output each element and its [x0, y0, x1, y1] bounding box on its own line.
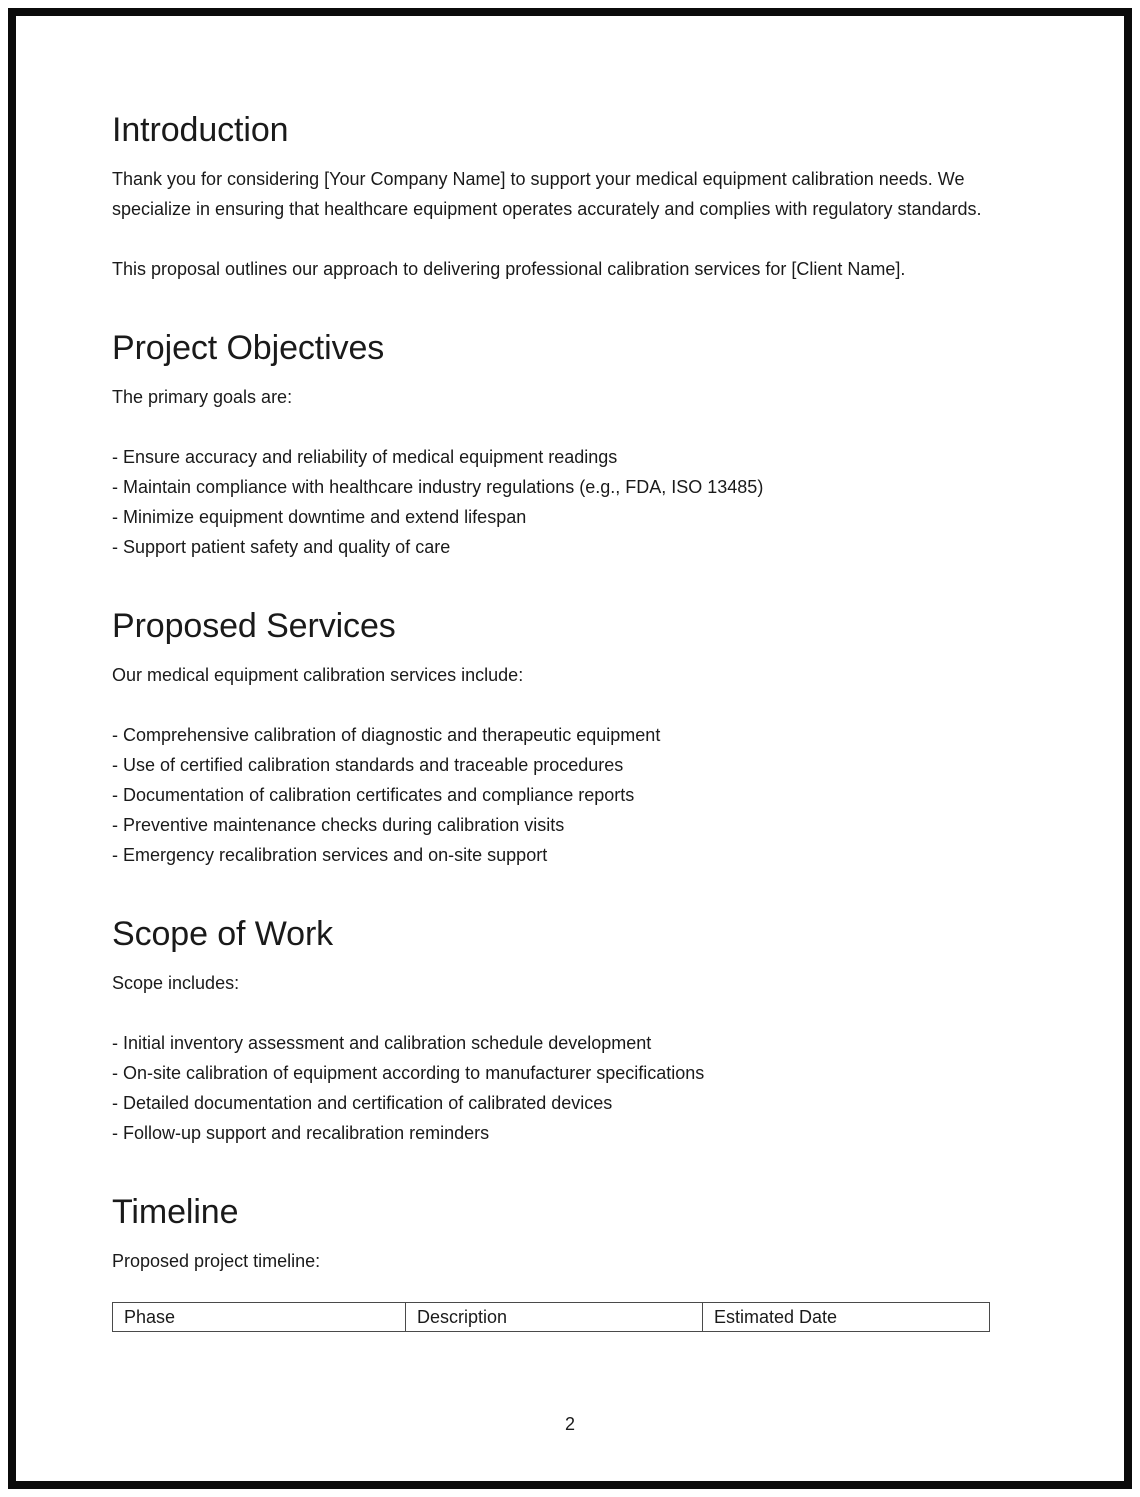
- introduction-paragraph-1: Thank you for considering [Your Company Name] to support your medical equipment calibration needs. We specialize in ensuring that healthcare equipment operates accurately and complies with regulatory standards.: [112, 169, 982, 219]
- section-project-objectives: [112, 328, 1022, 562]
- list-item: - Support patient safety and quality of care: [112, 537, 451, 557]
- page-border: [8, 8, 1132, 1489]
- list-item: - Preventive maintenance checks during calibration visits: [112, 815, 565, 835]
- timeline-table-header: [113, 1303, 990, 1332]
- page-sheet: [16, 16, 1124, 1481]
- list-item: - Emergency recalibration services and on-site support: [112, 845, 548, 865]
- heading-introduction: Introduction: [112, 111, 289, 149]
- proposed-services-list: [112, 720, 1022, 870]
- table-column-header-description: Description: [406, 1303, 703, 1332]
- list-item: - Initial inventory assessment and calibration schedule development: [112, 1033, 652, 1053]
- proposed-services-intro: Our medical equipment calibration services include:: [112, 665, 524, 685]
- table-header-row: [113, 1303, 990, 1332]
- section-scope-of-work: [112, 914, 1022, 1148]
- timeline-intro: Proposed project timeline:: [112, 1251, 321, 1271]
- table-column-header-estimated-date: Estimated Date: [703, 1303, 990, 1332]
- list-item: - Detailed documentation and certification of calibrated devices: [112, 1093, 613, 1113]
- heading-scope-of-work: Scope of Work: [112, 915, 334, 953]
- list-item: - Use of certified calibration standards and traceable procedures: [112, 755, 624, 775]
- heading-timeline: Timeline: [112, 1193, 239, 1231]
- table-column-header-phase: Phase: [113, 1303, 406, 1332]
- document-content: [112, 110, 1022, 1332]
- list-item: - Follow-up support and recalibration reminders: [112, 1123, 490, 1143]
- list-item: - Documentation of calibration certificates and compliance reports: [112, 785, 635, 805]
- scope-of-work-intro: Scope includes:: [112, 973, 240, 993]
- list-item: - Ensure accuracy and reliability of medical equipment readings: [112, 447, 618, 467]
- list-item: - Comprehensive calibration of diagnostic and therapeutic equipment: [112, 725, 661, 745]
- section-introduction: [112, 110, 1022, 284]
- introduction-paragraph-2: This proposal outlines our approach to delivering professional calibration services for [Client Name].: [112, 259, 906, 279]
- section-proposed-services: [112, 606, 1022, 870]
- heading-project-objectives: Project Objectives: [112, 329, 385, 367]
- project-objectives-list: [112, 442, 1022, 562]
- list-item: - On-site calibration of equipment according to manufacturer specifications: [112, 1063, 705, 1083]
- list-item: - Minimize equipment downtime and extend lifespan: [112, 507, 527, 527]
- list-item: - Maintain compliance with healthcare industry regulations (e.g., FDA, ISO 13485): [112, 477, 764, 497]
- timeline-table-wrapper: [112, 1302, 953, 1332]
- page-number: 2: [564, 1414, 575, 1434]
- timeline-table: [112, 1302, 990, 1332]
- scope-of-work-list: [112, 1028, 1022, 1148]
- section-timeline: [112, 1192, 1022, 1332]
- project-objectives-intro: The primary goals are:: [112, 387, 293, 407]
- heading-proposed-services: Proposed Services: [112, 607, 396, 645]
